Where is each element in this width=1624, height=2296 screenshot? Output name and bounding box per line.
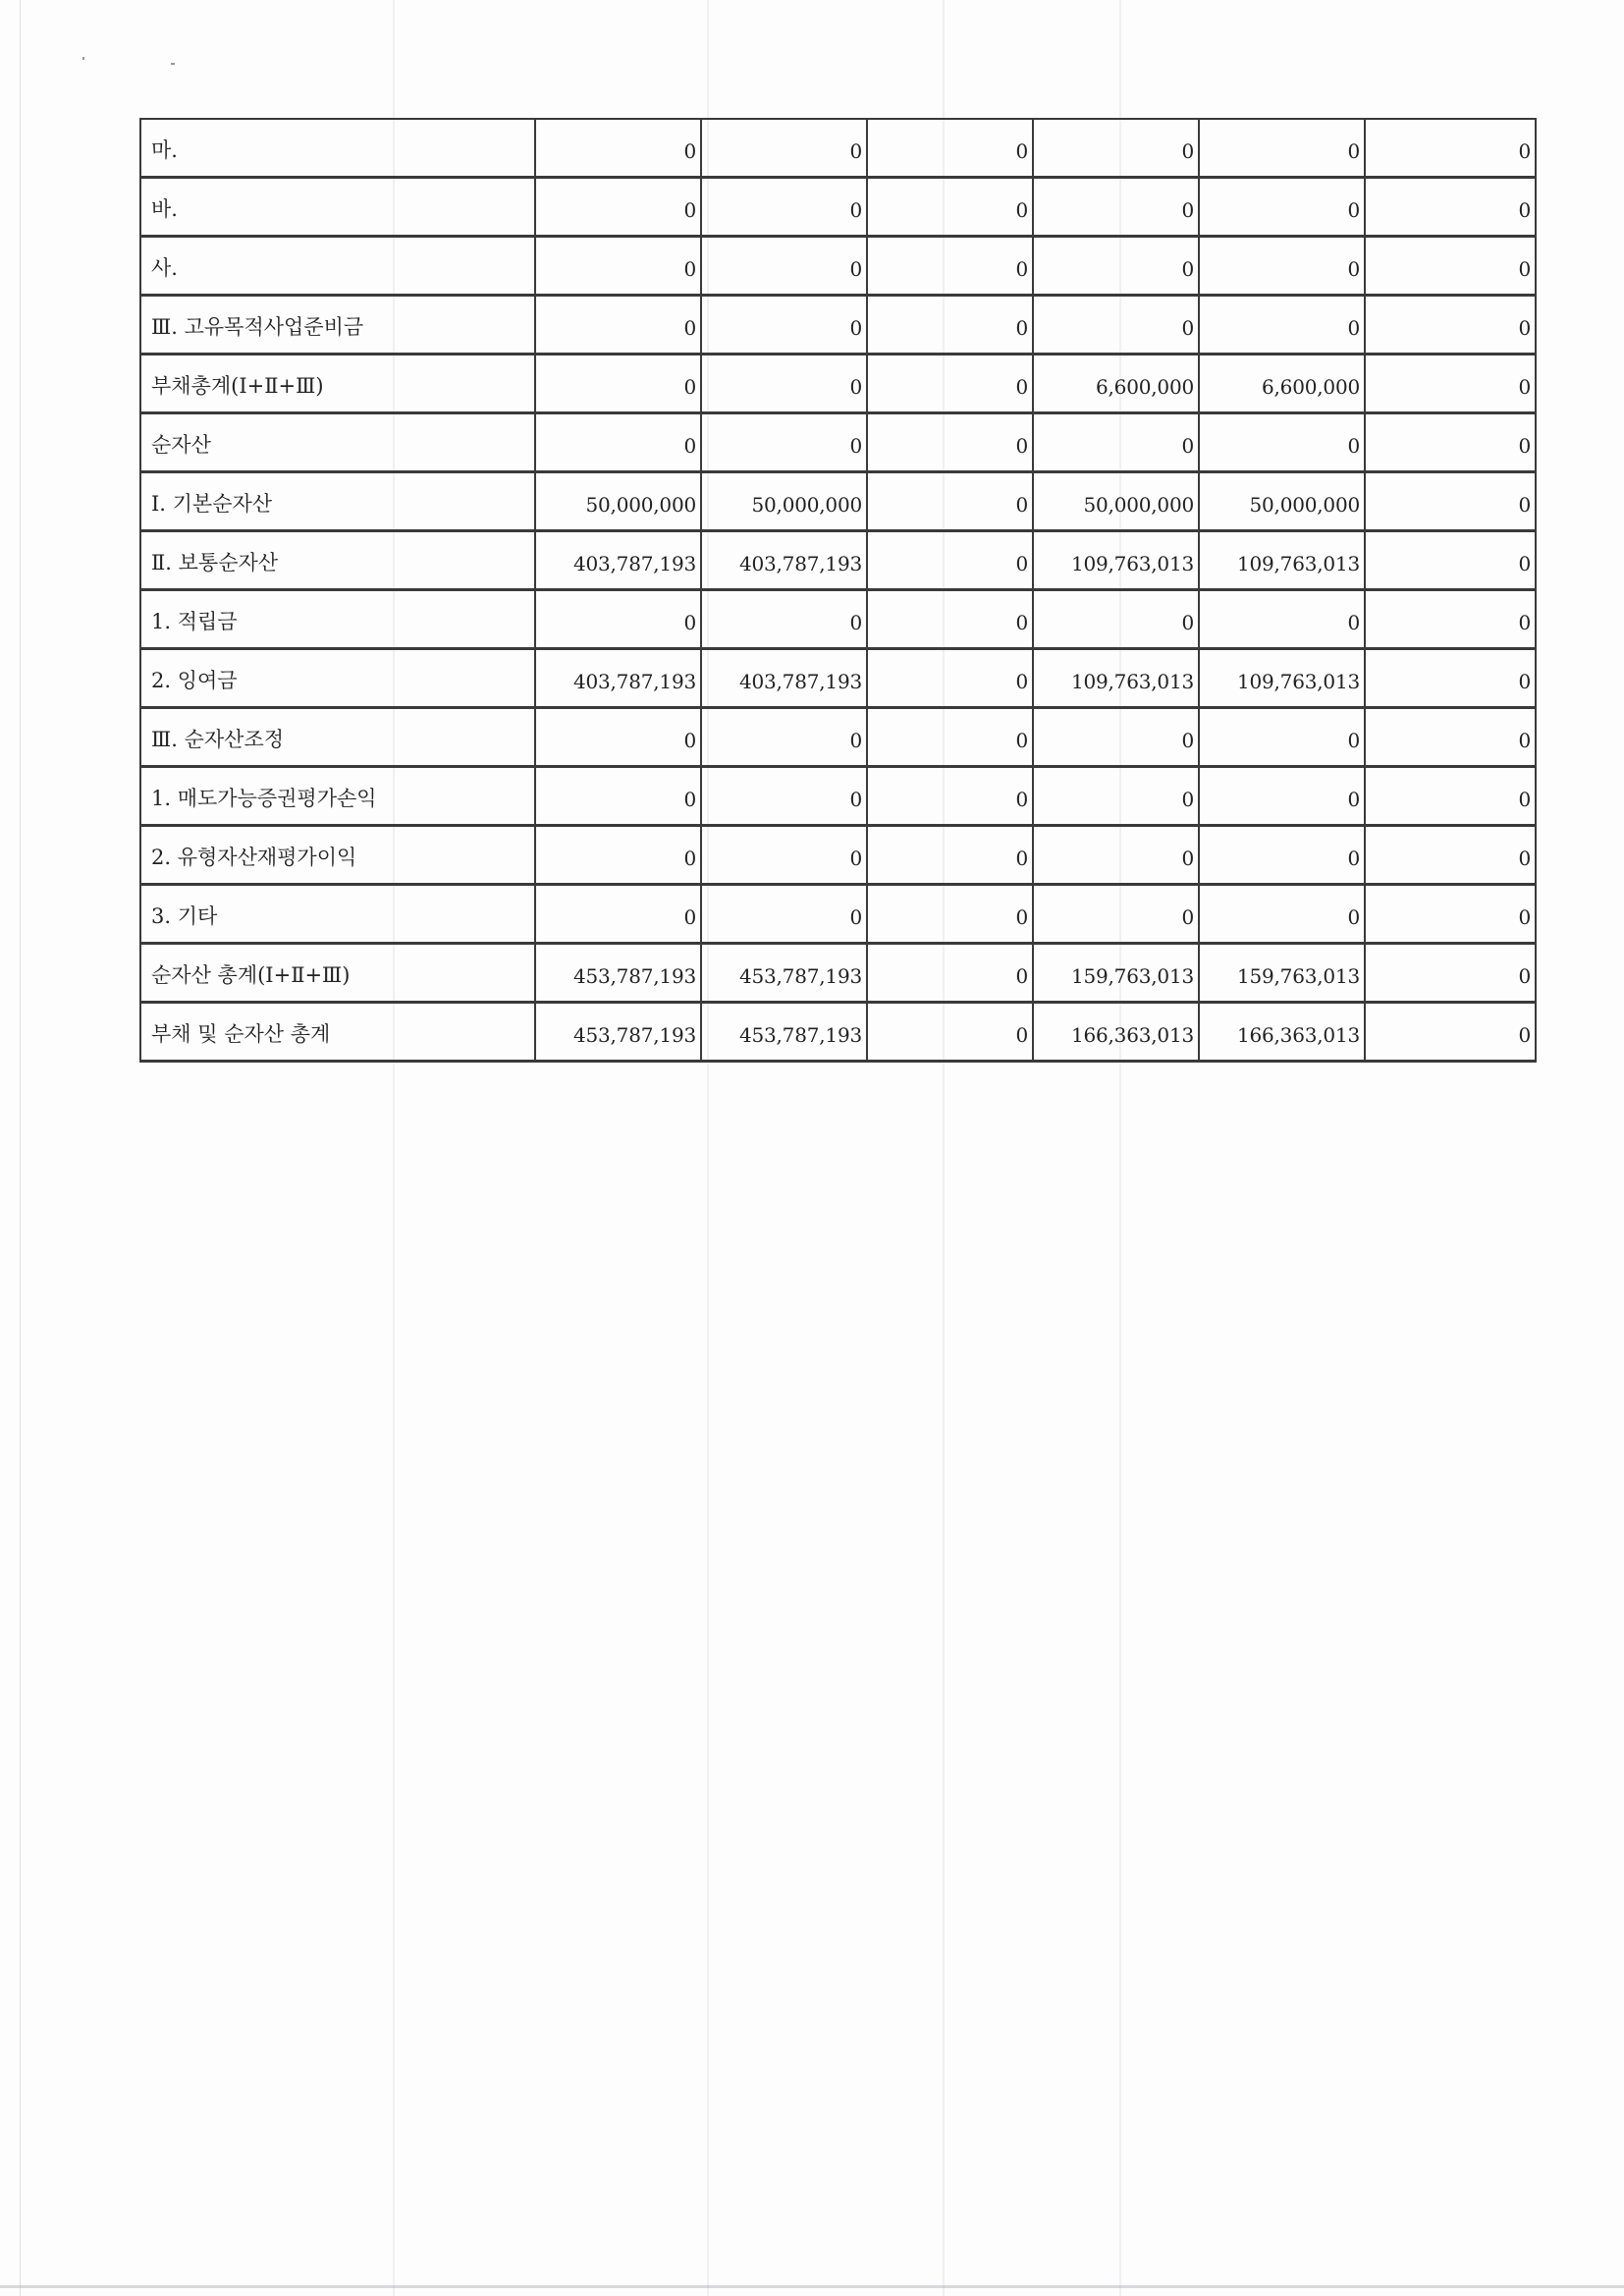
table-row <box>140 472 1536 531</box>
amount-cell: 0 <box>867 590 1033 649</box>
row-label: 바. <box>140 178 535 237</box>
row-label: Ⅲ. 순자산조정 <box>140 708 535 767</box>
amount-cell: 0 <box>867 472 1033 531</box>
amount-cell: 0 <box>1365 944 1536 1003</box>
table-row <box>140 708 1536 767</box>
amount-cell: 0 <box>1033 826 1199 885</box>
table-row <box>140 590 1536 649</box>
amount-cell: 403,787,193 <box>535 531 701 590</box>
amount-cell: 0 <box>701 119 867 178</box>
amount-cell: 0 <box>535 296 701 355</box>
row-label: 순자산 <box>140 413 535 472</box>
amount-cell: 0 <box>867 178 1033 237</box>
amount-cell: 0 <box>701 590 867 649</box>
amount-cell: 159,763,013 <box>1033 944 1199 1003</box>
amount-cell: 0 <box>1365 649 1536 708</box>
amount-cell: 50,000,000 <box>1033 472 1199 531</box>
amount-cell: 0 <box>701 826 867 885</box>
amount-cell: 0 <box>867 531 1033 590</box>
amount-cell: 0 <box>1199 237 1365 296</box>
amount-cell: 453,787,193 <box>535 1003 701 1062</box>
amount-cell: 0 <box>1199 590 1365 649</box>
scan-speck <box>171 63 175 65</box>
amount-cell: 0 <box>701 355 867 413</box>
row-label: Ⅲ. 고유목적사업준비금 <box>140 296 535 355</box>
amount-cell: 166,363,013 <box>1033 1003 1199 1062</box>
amount-cell: 166,363,013 <box>1199 1003 1365 1062</box>
amount-cell: 0 <box>1199 178 1365 237</box>
amount-cell: 0 <box>1365 119 1536 178</box>
amount-cell: 0 <box>1033 413 1199 472</box>
amount-cell: 0 <box>1033 885 1199 944</box>
amount-cell: 0 <box>867 826 1033 885</box>
table-row <box>140 296 1536 355</box>
amount-cell: 0 <box>701 767 867 826</box>
amount-cell: 0 <box>1199 767 1365 826</box>
amount-cell: 0 <box>1199 119 1365 178</box>
amount-cell: 453,787,193 <box>701 1003 867 1062</box>
row-label: 부채 및 순자산 총계 <box>140 1003 535 1062</box>
table-row <box>140 767 1536 826</box>
table-row <box>140 826 1536 885</box>
amount-cell: 0 <box>535 826 701 885</box>
amount-cell: 109,763,013 <box>1199 649 1365 708</box>
table-row <box>140 944 1536 1003</box>
amount-cell: 0 <box>1033 590 1199 649</box>
amount-cell: 0 <box>867 767 1033 826</box>
table-row <box>140 237 1536 296</box>
amount-cell: 109,763,013 <box>1033 649 1199 708</box>
amount-cell: 109,763,013 <box>1199 531 1365 590</box>
table-row <box>140 413 1536 472</box>
amount-cell: 159,763,013 <box>1199 944 1365 1003</box>
amount-cell: 0 <box>701 413 867 472</box>
amount-cell: 0 <box>535 885 701 944</box>
amount-cell: 0 <box>1365 296 1536 355</box>
amount-cell: 0 <box>1365 590 1536 649</box>
amount-cell: 0 <box>535 708 701 767</box>
row-label: Ⅱ. 보통순자산 <box>140 531 535 590</box>
amount-cell: 0 <box>701 178 867 237</box>
amount-cell: 0 <box>701 237 867 296</box>
table-row <box>140 119 1536 178</box>
amount-cell: 0 <box>867 296 1033 355</box>
amount-cell: 0 <box>867 708 1033 767</box>
amount-cell: 0 <box>867 649 1033 708</box>
amount-cell: 453,787,193 <box>535 944 701 1003</box>
amount-cell: 0 <box>535 237 701 296</box>
table-row <box>140 355 1536 413</box>
amount-cell: 0 <box>1033 237 1199 296</box>
amount-cell: 0 <box>1365 472 1536 531</box>
amount-cell: 6,600,000 <box>1199 355 1365 413</box>
amount-cell: 0 <box>867 413 1033 472</box>
balance-sheet-body <box>140 119 1536 1062</box>
amount-cell: 6,600,000 <box>1033 355 1199 413</box>
table-row <box>140 531 1536 590</box>
table-row <box>140 885 1536 944</box>
row-label: 부채총계(Ⅰ+Ⅱ+Ⅲ) <box>140 355 535 413</box>
amount-cell: 453,787,193 <box>701 944 867 1003</box>
table-row <box>140 1003 1536 1062</box>
amount-cell: 0 <box>1199 296 1365 355</box>
amount-cell: 0 <box>867 944 1033 1003</box>
amount-cell: 0 <box>535 355 701 413</box>
amount-cell: 50,000,000 <box>535 472 701 531</box>
amount-cell: 0 <box>1033 296 1199 355</box>
amount-cell: 0 <box>1033 119 1199 178</box>
amount-cell: 0 <box>1365 355 1536 413</box>
amount-cell: 0 <box>1199 885 1365 944</box>
amount-cell: 0 <box>867 885 1033 944</box>
row-label: 2. 잉여금 <box>140 649 535 708</box>
amount-cell: 0 <box>1365 1003 1536 1062</box>
amount-cell: 0 <box>1199 413 1365 472</box>
amount-cell: 0 <box>701 708 867 767</box>
balance-sheet-table <box>139 118 1537 1063</box>
table-row <box>140 649 1536 708</box>
scan-artifact-line <box>20 0 21 2296</box>
row-label: 2. 유형자산재평가이익 <box>140 826 535 885</box>
row-label: 마. <box>140 119 535 178</box>
row-label: 순자산 총계(Ⅰ+Ⅱ+Ⅲ) <box>140 944 535 1003</box>
amount-cell: 0 <box>1365 826 1536 885</box>
amount-cell: 0 <box>1199 826 1365 885</box>
amount-cell: 0 <box>1365 237 1536 296</box>
amount-cell: 0 <box>535 767 701 826</box>
amount-cell: 0 <box>1365 708 1536 767</box>
scan-bottom-edge <box>0 2285 1624 2288</box>
amount-cell: 0 <box>1033 767 1199 826</box>
row-label: Ⅰ. 기본순자산 <box>140 472 535 531</box>
amount-cell: 0 <box>535 178 701 237</box>
amount-cell: 0 <box>867 355 1033 413</box>
amount-cell: 0 <box>1033 178 1199 237</box>
amount-cell: 0 <box>1365 767 1536 826</box>
amount-cell: 0 <box>1365 531 1536 590</box>
amount-cell: 0 <box>535 590 701 649</box>
scan-speck <box>82 57 84 60</box>
amount-cell: 0 <box>1199 708 1365 767</box>
amount-cell: 0 <box>701 885 867 944</box>
amount-cell: 0 <box>867 237 1033 296</box>
amount-cell: 0 <box>1033 708 1199 767</box>
amount-cell: 50,000,000 <box>701 472 867 531</box>
table-row <box>140 178 1536 237</box>
amount-cell: 0 <box>1365 413 1536 472</box>
amount-cell: 0 <box>535 413 701 472</box>
amount-cell: 0 <box>535 119 701 178</box>
amount-cell: 403,787,193 <box>701 649 867 708</box>
row-label: 3. 기타 <box>140 885 535 944</box>
amount-cell: 0 <box>701 296 867 355</box>
row-label: 사. <box>140 237 535 296</box>
amount-cell: 403,787,193 <box>535 649 701 708</box>
row-label: 1. 적립금 <box>140 590 535 649</box>
amount-cell: 109,763,013 <box>1033 531 1199 590</box>
amount-cell: 403,787,193 <box>701 531 867 590</box>
amount-cell: 50,000,000 <box>1199 472 1365 531</box>
row-label: 1. 매도가능증권평가손익 <box>140 767 535 826</box>
amount-cell: 0 <box>1365 178 1536 237</box>
amount-cell: 0 <box>867 119 1033 178</box>
amount-cell: 0 <box>867 1003 1033 1062</box>
amount-cell: 0 <box>1365 885 1536 944</box>
